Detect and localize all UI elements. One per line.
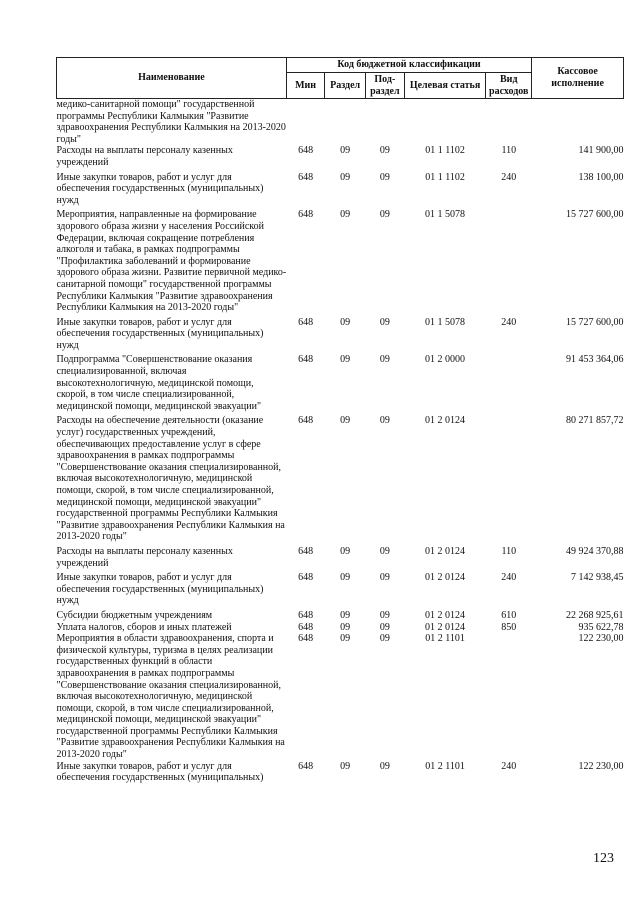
row-section: 09 <box>340 415 351 427</box>
row-subsection: 09 <box>379 633 390 645</box>
row-section: 09 <box>340 209 351 221</box>
row-min: 648 <box>298 145 314 157</box>
row-article: 01 1 5078 <box>425 209 466 221</box>
row-name: Мероприятия, направленные на формирование здорового образа жизни у населения Российской Федерации, включая сокращение потребления алкоголя и табака, в рамках подпрограммы "Профилактика заболеваний и формирование здорового образа жизни. Развитие первичной медико-санитарной помощи" государственной программы Республики Калмыкия "Развитие здравоохранения Республики Калмыкия на 2013-2020 годы" <box>56 209 287 314</box>
row-amount: 49 924 370,88 <box>566 545 624 557</box>
table-row <box>57 209 624 313</box>
row-section: 09 <box>340 633 351 645</box>
row-type <box>486 633 532 761</box>
row-min: 648 <box>298 171 314 183</box>
row-name: Иные закупки товаров, работ и услуг для обеспечения государственных (муниципальных) <box>56 760 264 784</box>
row-amount: 138 100,00 <box>578 171 624 183</box>
table-row <box>57 761 624 784</box>
row-type: 240 <box>501 572 517 584</box>
page-number: 123 <box>593 851 614 866</box>
row-name: Иные закупки товаров, работ и услуг для обеспечения государственных (муниципальных) нужд <box>56 572 264 607</box>
row-section: 09 <box>340 621 351 633</box>
row-type: 850 <box>501 621 517 633</box>
row-section: 09 <box>340 171 351 183</box>
row-amount <box>532 99 624 146</box>
row-subsection: 09 <box>379 572 390 584</box>
row-subsection: 09 <box>379 621 390 633</box>
row-min: 648 <box>298 316 314 328</box>
table-row <box>57 546 624 569</box>
row-article: 01 1 5078 <box>425 316 466 328</box>
header-target-article: Целевая статья <box>404 73 486 99</box>
row-min: 648 <box>298 545 314 557</box>
row-name: Расходы на обеспечение деятельности (оказание услуг) государственных учреждений, обеспечивающих предоставление услуг в сфере здравоохранения в рамках подпрограммы "Совершенствование оказания специализированной, включая высокотехнологичную, медицинской помощи, скорой, в том числе специализированной, медицинской помощи, медицинской эвакуации" государственной программы Республики Калмыкия "Развитие здравоохранения Республики Калмыкия на 2013-2020 годы" <box>56 415 285 543</box>
row-type: 110 <box>501 545 517 557</box>
row-amount: 7 142 938,45 <box>571 572 624 584</box>
table-row <box>57 572 624 607</box>
header-subsection: Под-раздел <box>365 73 404 99</box>
row-type <box>486 354 532 412</box>
row-amount: 122 230,00 <box>578 760 624 772</box>
row-amount: 22 268 925,61 <box>566 609 624 621</box>
budget-table <box>56 57 624 784</box>
row-name: Уплата налогов, сборов и иных платежей <box>56 621 232 633</box>
header-min: Мин <box>286 73 324 99</box>
row-section <box>325 99 366 146</box>
row-article: 01 2 1101 <box>425 760 465 772</box>
row-min: 648 <box>298 209 314 221</box>
row-type: 110 <box>501 145 517 157</box>
row-section: 09 <box>340 545 351 557</box>
row-section: 09 <box>340 316 351 328</box>
header-cash-execution: Кассовое исполнение <box>532 58 624 99</box>
row-subsection: 09 <box>379 145 390 157</box>
row-min: 648 <box>298 621 314 633</box>
row-amount: 80 271 857,72 <box>566 415 624 427</box>
header-code-group: Код бюджетной классификации <box>286 58 531 73</box>
row-article: 01 2 0124 <box>425 609 466 621</box>
row-article: 01 2 0124 <box>425 415 466 427</box>
row-type <box>486 99 532 146</box>
row-min <box>286 99 324 146</box>
row-article: 01 2 0124 <box>425 545 466 557</box>
header-name: Наименование <box>57 58 287 99</box>
row-subsection <box>365 99 404 146</box>
row-amount: 15 727 600,00 <box>566 209 624 221</box>
header-expense-type: Вид расходов <box>486 73 532 99</box>
row-subsection: 09 <box>379 415 390 427</box>
row-section: 09 <box>340 145 351 157</box>
row-section: 09 <box>340 760 351 772</box>
row-type <box>486 209 532 313</box>
row-subsection: 09 <box>379 545 390 557</box>
row-name: Субсидии бюджетным учреждениям <box>56 609 213 621</box>
row-subsection: 09 <box>379 609 390 621</box>
row-article: 01 2 0000 <box>425 354 466 366</box>
row-article: 01 2 0124 <box>425 621 466 633</box>
row-subsection: 09 <box>379 760 390 772</box>
row-amount: 91 453 364,06 <box>566 354 624 366</box>
row-min: 648 <box>298 354 314 366</box>
row-section: 09 <box>340 572 351 584</box>
row-section: 09 <box>340 609 351 621</box>
row-name: Мероприятия в области здравоохранения, спорта и физической культуры, туризма в целях реализации государственных функций в области здравоохранения в рамках подпрограммы "Совершенствование оказания специализированной, включая высокотехнологичную, медицинской помощи, скорой, в том числе специализированной, медицинской помощи, медицинской эвакуации" государственной программы Республики Калмыкия "Развитие здравоохранения Республики Калмыкия на 2013-2020 годы" <box>56 633 285 761</box>
row-min: 648 <box>298 572 314 584</box>
table-header <box>57 58 624 99</box>
row-name: Подпрограмма "Совершенствование оказания специализированной, включая высокотехнологичную, медицинской помощи, скорой, в том числе специализированной, медицинской помощи, медицинской эвакуации" <box>56 354 262 412</box>
row-type <box>486 415 532 543</box>
row-subsection: 09 <box>379 354 390 366</box>
row-type: 610 <box>501 609 517 621</box>
header-section: Раздел <box>325 73 366 99</box>
table-row <box>57 145 624 168</box>
table-row <box>57 354 624 412</box>
row-min: 648 <box>298 760 314 772</box>
row-min: 648 <box>298 633 314 645</box>
table-row <box>57 610 624 622</box>
row-article: 01 2 1101 <box>425 633 465 645</box>
row-type: 240 <box>501 316 517 328</box>
row-amount: 122 230,00 <box>578 633 624 645</box>
row-name: Расходы на выплаты персоналу казенных учреждений <box>56 545 233 569</box>
row-subsection: 09 <box>379 209 390 221</box>
row-name: медико-санитарной помощи" государственной программы Республики Калмыкия "Развитие здравоохранения Республики Калмыкия на 2013-2020 годы" <box>56 99 286 145</box>
row-article <box>404 99 486 146</box>
row-type: 240 <box>501 171 517 183</box>
row-section: 09 <box>340 354 351 366</box>
row-min: 648 <box>298 415 314 427</box>
table-body <box>57 99 624 784</box>
row-name: Иные закупки товаров, работ и услуг для обеспечения государственных (муниципальных) нужд <box>56 171 264 206</box>
row-amount: 15 727 600,00 <box>566 316 624 328</box>
row-subsection: 09 <box>379 171 390 183</box>
row-subsection: 09 <box>379 316 390 328</box>
row-type: 240 <box>501 760 517 772</box>
row-article: 01 1 1102 <box>425 145 465 157</box>
table-row <box>57 99 624 146</box>
table-row <box>57 415 624 543</box>
table-row <box>57 633 624 761</box>
row-min: 648 <box>298 609 314 621</box>
row-amount: 141 900,00 <box>578 145 624 157</box>
row-article: 01 1 1102 <box>425 171 465 183</box>
row-article: 01 2 0124 <box>425 572 466 584</box>
table-row <box>57 172 624 207</box>
table-row <box>57 317 624 352</box>
row-name: Расходы на выплаты персоналу казенных учреждений <box>56 145 233 168</box>
row-name: Иные закупки товаров, работ и услуг для обеспечения государственных (муниципальных) нужд <box>56 316 264 351</box>
table-row <box>57 622 624 634</box>
row-amount: 935 622,78 <box>578 621 624 633</box>
